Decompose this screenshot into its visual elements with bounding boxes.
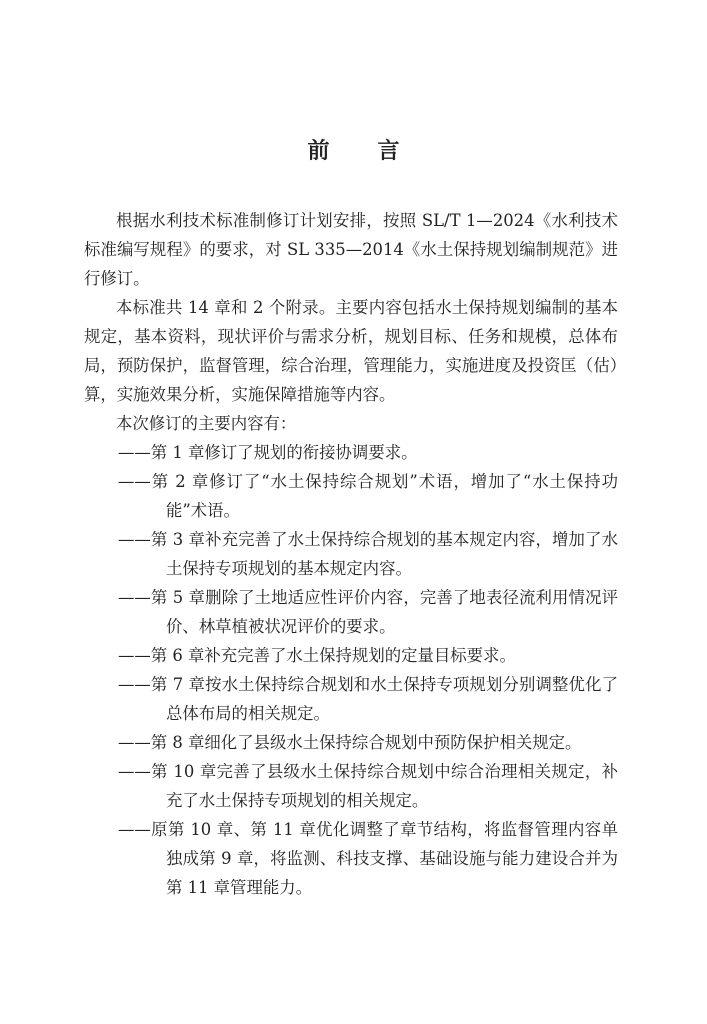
revision-item: ——第 2 章修订了“水土保持综合规划”术语，增加了“水土保持功能”术语。 [118,472,618,520]
title-char-2: 言 [377,138,400,164]
revision-item: ——第 3 章补充完善了水土保持综合规划的基本规定内容，增加了水土保持专项规划的基本规定内容。 [118,530,618,578]
revision-item: ——第 7 章按水土保持综合规划和水土保持专项规划分别调整优化了总体布局的相关规定。 [118,675,618,723]
title-char-1: 前 [307,138,330,164]
revision-item: ——第 6 章补充完善了水土保持规划的定量目标要求。 [118,646,516,665]
document-body [84,206,618,902]
page-title [0,134,707,165]
paragraph-intro: 根据水利技术标准制修订计划安排，按照 SL/T 1—2024《水利技术标准编写规程》的要求，对 SL 335—2014《水土保持规划编制规范》进行修订。 [84,211,618,288]
revision-item: ——第 10 章完善了县级水土保持综合规划中综合治理相关规定，补充了水土保持专项规划的相关规定。 [118,762,618,810]
revision-item: ——第 5 章删除了土地适应性评价内容，完善了地表径流利用情况评价、林草植被状况评价的要求。 [118,588,618,636]
revision-item: ——原第 10 章、第 11 章优化调整了章节结构，将监督管理内容单独成第 9 章，将监测、科技支撑、基础设施与能力建设合并为第 11 章管理能力。 [118,820,618,897]
revision-item: ——第 8 章细化了县级水土保持综合规划中预防保护相关规定。 [118,733,582,752]
revision-item: ——第 1 章修订了规划的衔接协调要求。 [118,443,418,462]
paragraph-revision-lead: 本次修订的主要内容有： [116,414,297,433]
paragraph-scope: 本标准共 14 章和 2 个附录。主要内容包括水土保持规划编制的基本规定，基本资料，现状评价与需求分析，规划目标、任务和规模，总体布局，预防保护，监督管理，综合治理，管理能力，实施进度及投资匡（估）算，实施效果分析，实施保障措施等内容。 [84,298,618,404]
